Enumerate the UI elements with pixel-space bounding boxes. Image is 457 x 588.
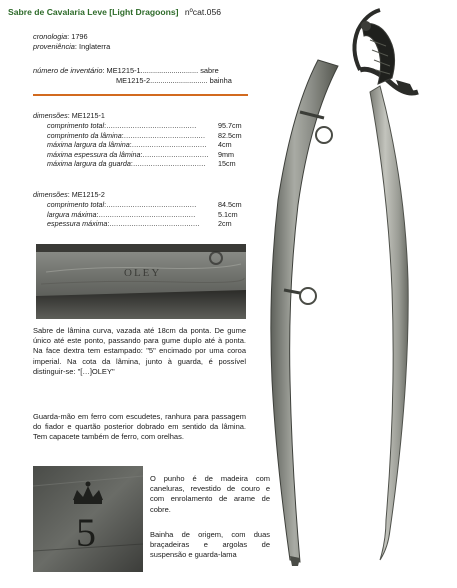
dims2-row: [47, 200, 196, 209]
sword-and-scabbard-photo: [240, 0, 457, 583]
dimension-leader-dots: :.........................................: [104, 121, 197, 130]
dims2-heading-label: dimensões: [33, 190, 68, 199]
dimension-value: 84.5cm: [218, 200, 242, 209]
dimension-label: máxima espessura da lâmina: [47, 149, 141, 159]
inventario-label: número de inventário: [33, 66, 103, 75]
proveniencia-label: proveniência: [33, 42, 75, 51]
dimension-leader-dots: :.....................................: [121, 130, 206, 140]
dims1-row: [47, 131, 205, 140]
dimension-value: 5.1cm: [218, 209, 238, 219]
sabre: [354, 10, 418, 560]
cronologia-line: [33, 32, 88, 42]
title-text: Sabre de Cavalaria Leve [Light Dragoons]: [8, 7, 179, 17]
description-paragraph-2: Guarda-mão em ferro com escudetes, ranhura para passagem do fiador e quartão posterior dobrado em sentido da lâmina. Tem capacete também de ferro, com orelhas.: [33, 412, 246, 442]
dimension-value: 15cm: [218, 159, 236, 169]
dimension-label: máxima largura da lâmina: [47, 140, 130, 150]
dimension-label: comprimento total: [47, 121, 105, 130]
page-title: [8, 7, 221, 17]
dimension-label: comprimento total: [47, 200, 105, 209]
dims2-heading: [33, 190, 105, 199]
dimension-leader-dots: :............................................: [96, 209, 196, 219]
dimension-leader-dots: :..............................: [140, 149, 209, 159]
divider-rule: [33, 94, 248, 96]
blade-inscription-text: OLEY: [124, 267, 162, 279]
crown-stamp-photo: [33, 466, 143, 572]
dimension-label: largura máxima: [47, 209, 97, 219]
inventario-sabre: : ME1215-1............................ sabre: [102, 66, 219, 75]
dimension-leader-dots: :.................................: [130, 159, 206, 169]
dimension-leader-dots: :.........................................: [104, 200, 197, 209]
dims2-heading-value: : ME1215-2: [67, 190, 105, 199]
dimension-leader-dots: :.........................................: [107, 219, 200, 229]
dims1-row: [47, 159, 206, 168]
inventario-line-1: [33, 66, 219, 76]
dims1-heading-value: : ME1215-1: [67, 111, 105, 120]
cronologia-value: : 1796: [67, 32, 88, 41]
dims1-row: [47, 121, 196, 130]
dimension-value: 2cm: [218, 219, 232, 229]
description-paragraph-4: Bainha de origem, com duas braçadeiras e argolas de suspensão e guarda-lama: [150, 530, 270, 560]
description-paragraph-1: Sabre de lâmina curva, vazada até 18cm da ponta. De gume único até este ponto, passando para gume duplo até à ponta. Na face dextra tem estampado: "5" encimado por uma coroa imperial. Na cota da lâmina, junto à guarda, é possível distinguir-se: "[…]OLEY": [33, 326, 246, 376]
proveniencia-value: : Inglaterra: [74, 42, 111, 51]
dims2-row: [47, 219, 200, 228]
dims1-heading-label: dimensões: [33, 111, 68, 120]
dimension-value: 9mm: [218, 149, 234, 159]
dimension-label: comprimento da lâmina: [47, 130, 122, 140]
blade-inscription-photo: [36, 244, 246, 319]
catalog-number: nºcat.056: [184, 7, 221, 17]
dimension-label: espessura máxima: [47, 219, 108, 229]
dimension-leader-dots: :..................................: [129, 140, 207, 150]
dimension-value: 82.5cm: [218, 130, 242, 140]
description-paragraph-3: O punho é de madeira com caneluras, revestido de couro e com enrolamento de arame de cobre.: [150, 474, 270, 514]
dims1-heading: [33, 111, 105, 120]
dimension-value: 95.7cm: [218, 121, 242, 130]
dims1-row: [47, 140, 207, 149]
dimension-label: máxima largura da guarda: [47, 159, 131, 169]
stamp-number-5: 5: [76, 510, 96, 555]
inventario-line-2: ME1215-2............................ bainha: [116, 76, 232, 85]
dimension-value: 4cm: [218, 140, 232, 150]
dims1-row: [47, 150, 209, 159]
dims2-row: [47, 210, 195, 219]
cronologia-label: cronologia: [33, 32, 68, 41]
proveniencia-line: [33, 42, 110, 52]
scabbard: [271, 60, 338, 566]
